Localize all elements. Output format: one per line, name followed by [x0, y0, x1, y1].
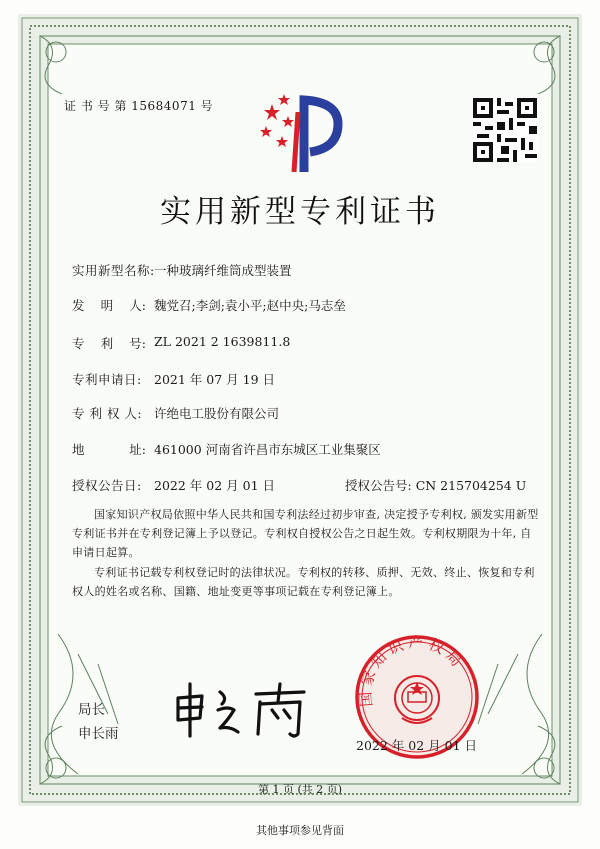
utility-model-name-label: 实用新型名称: — [72, 263, 155, 278]
patent-number-label: 专 利 号: — [72, 336, 146, 351]
paragraph-grant-decision: 国家知识产权局依照中华人民共和国专利法经过初步审查, 决定授予专利权, 颁发实用新型专利证书并在专利登记簿上予以登记。专利权自授权公告之日起生效。专利权期限为十年, 自申请日起算。 — [72, 508, 539, 559]
cnipa-logo — [258, 92, 350, 174]
filing-date-row — [72, 370, 275, 388]
grant-number-value: CN 215704254 U — [415, 478, 527, 493]
director-signature — [172, 680, 312, 740]
inventor-label: 发 明 人: — [72, 298, 146, 313]
grant-date-row — [72, 476, 526, 494]
director-title: 局长 — [78, 702, 105, 718]
patent-number-value: ZL 2021 2 1639811.8 — [154, 334, 291, 349]
utility-model-name-value: 一种玻璃纤维筒成型装置 — [154, 263, 292, 278]
seal-text: 国家知识产权局 — [356, 633, 469, 708]
patentee-label: 专 利 权 人: — [72, 406, 143, 421]
patent-number-row — [72, 334, 290, 352]
qr-code — [473, 98, 537, 162]
address-row — [72, 440, 381, 458]
filing-date-label: 专利申请日: — [72, 372, 142, 387]
filing-date-value: 2021 年 07 月 19 日 — [154, 372, 275, 387]
page-indicator: 第 1 页 (共 2 页) — [257, 783, 343, 796]
inventor-value: 魏党召;李剑;袁小平;赵中央;马志垒 — [154, 298, 346, 313]
grant-date-label: 授权公告日: — [72, 478, 142, 493]
director-block — [78, 698, 119, 746]
director-name: 申长雨 — [78, 726, 119, 742]
paragraph-legal-status: 专利证书记载专利权登记时的法律状况。专利权的转移、质押、无效、终止、恢复和专利权人的姓名或名称、国籍、地址变更等事项记载在专利登记簿上。 — [72, 566, 535, 598]
patentee-value: 许绝电工股份有限公司 — [154, 406, 280, 421]
inventor-row — [72, 296, 346, 314]
address-label: 地 址: — [72, 442, 146, 457]
grant-date-value: 2022 年 02 月 01 日 — [154, 478, 275, 493]
seal-date: 2022 年 02 月 01 日 — [356, 738, 477, 753]
utility-model-name-row — [72, 261, 292, 279]
patentee-row — [72, 404, 279, 422]
grant-number-label: 授权公告号: — [344, 478, 412, 493]
certificate-number: 证 书 号 第 15684071 号 — [64, 99, 214, 113]
address-value: 461000 河南省许昌市东城区工业集聚区 — [154, 442, 381, 457]
certificate-title: 实用新型专利证书 — [160, 194, 440, 230]
footer-note: 其他事项参见背面 — [256, 824, 344, 837]
